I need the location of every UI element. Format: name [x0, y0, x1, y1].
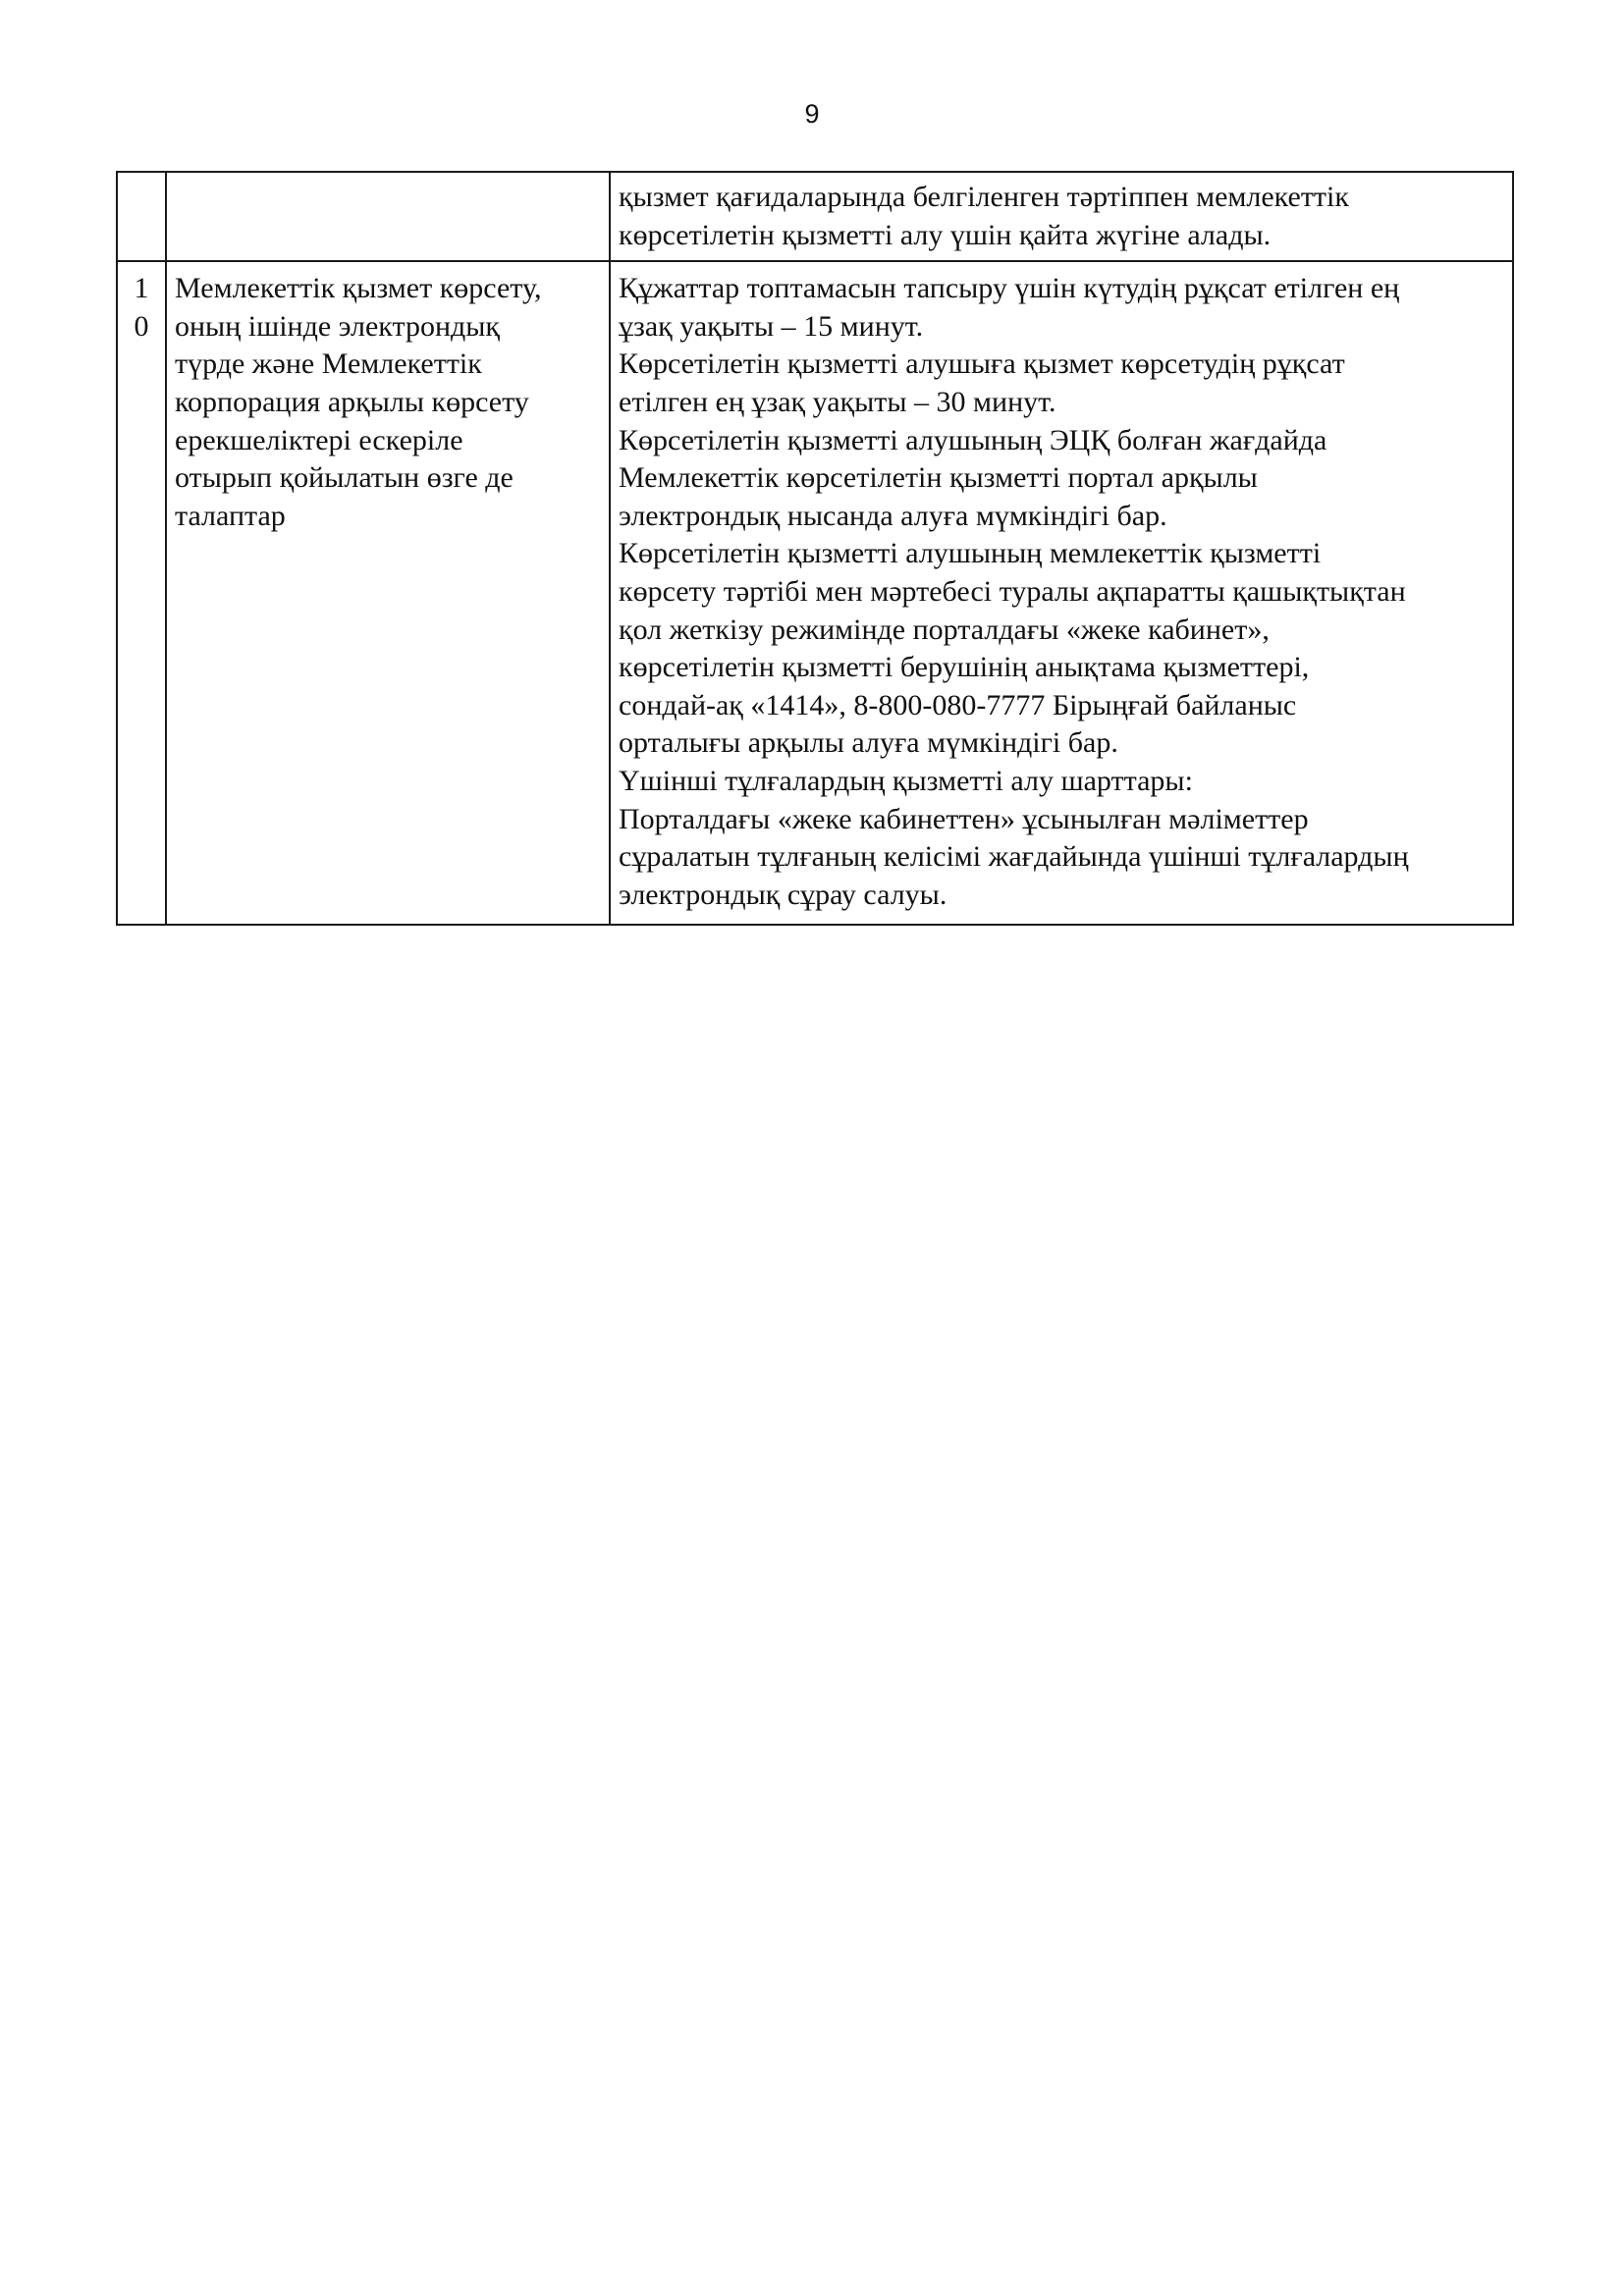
- description-line: Үшінші тұлғалардың қызметті алу шарттары:: [619, 764, 1193, 797]
- description-line: қол жеткізу режимінде порталдағы «жеке кабинет»,: [619, 613, 1270, 646]
- row-number-digit: 1: [134, 272, 149, 305]
- description-line: Көрсетілетін қызметті алушының ЭЦҚ болған жағдайда: [619, 423, 1327, 456]
- name-line: Мемлекеттік қызмет көрсету,: [175, 272, 542, 305]
- row-name-cell: [166, 172, 610, 261]
- page-number: 9: [804, 99, 820, 129]
- description-line: Құжаттар топтамасын тапсыру үшін күтудің рұқсат етілген ең: [619, 272, 1400, 305]
- description-line: Мемлекеттік көрсетілетін қызметті портал арқылы: [619, 461, 1258, 495]
- description-line: Порталдағы «жеке кабинеттен» ұсынылған мәліметтер: [619, 802, 1309, 835]
- description-line: көрсетілетін қызметті алу үшін қайта жүгіне алады.: [619, 218, 1272, 251]
- name-line: оның ішінде электрондық: [175, 309, 500, 343]
- name-line: корпорация арқылы көрсету: [175, 385, 529, 418]
- row-number-digit: 0: [134, 309, 149, 343]
- description-line: электрондық сұрау салуы.: [619, 878, 947, 911]
- row-number-cell: [117, 261, 166, 925]
- name-line: ерекшеліктері ескеріле: [175, 423, 463, 456]
- description-line: көрсетілетін қызметті берушінің анықтама қызметтері,: [619, 651, 1310, 684]
- table-row-continuation: [117, 172, 1513, 261]
- description-line: сондай-ақ «1414», 8-800-080-7777 Бірыңғай байланыс: [619, 688, 1297, 721]
- description-line: сұралатын тұлғаның келісімі жағдайында үшінші тұлғалардың: [619, 840, 1409, 874]
- row-description-cell: [610, 261, 1513, 925]
- description-line: Көрсетілетін қызметті алушыға қызмет көрсетудің рұқсат: [619, 347, 1345, 381]
- description-line: орталығы арқылы алуға мүмкіндігі бар.: [619, 726, 1118, 760]
- description-line: электрондық нысанда алуға мүмкіндігі бар.: [619, 499, 1167, 532]
- description-line: қызмет қағидаларында белгіленген тәртіппен мемлекеттік: [619, 181, 1349, 213]
- row-name-cell: [166, 261, 610, 925]
- name-line: талаптар: [175, 499, 286, 532]
- row-number-cell: [117, 172, 166, 261]
- row-description-cell: [610, 172, 1513, 261]
- description-line: етілген ең ұзақ уақыты – 30 минут.: [619, 385, 1056, 418]
- description-line: ұзақ уақыты – 15 минут.: [619, 309, 924, 343]
- requirements-table: [116, 171, 1514, 926]
- description-line: көрсету тәртібі мен мәртебесі туралы ақпаратты қашықтықтан: [619, 574, 1406, 608]
- name-line: түрде және Мемлекеттік: [175, 347, 482, 381]
- table-row-10: [117, 261, 1513, 925]
- name-line: отырып қойылатын өзге де: [175, 461, 514, 495]
- description-line: Көрсетілетін қызметті алушының мемлекеттік қызметті: [619, 537, 1322, 570]
